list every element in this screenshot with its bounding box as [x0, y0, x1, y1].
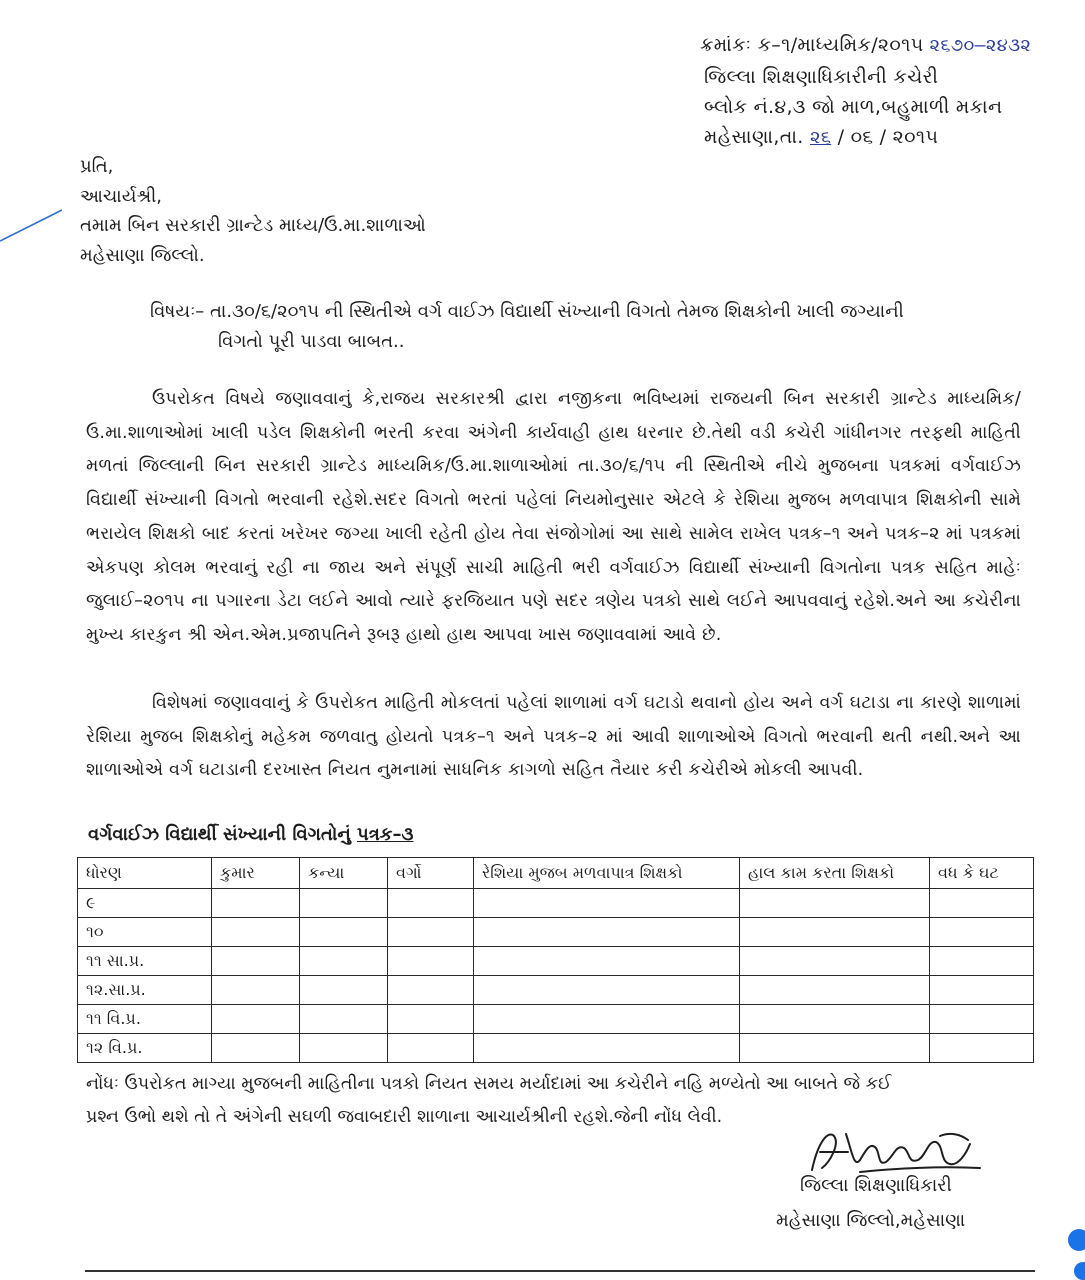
table-title — [88, 824, 413, 845]
pen-mark — [0, 205, 70, 245]
empty-cell — [388, 1005, 474, 1034]
empty-cell — [474, 976, 740, 1005]
office-address: બ્લોક નં.૪,૩ જો માળ,બહુમાળી મકાન — [704, 96, 1003, 118]
table-row — [78, 1034, 1034, 1063]
column-header-working-teachers: હાલ કામ કરતા શિક્ષકો — [740, 858, 930, 889]
date-month-year: / ૦૬ / ૨૦૧૫ — [837, 126, 939, 148]
office-name: જિલ્લા શિક્ષણાધિકારીની કચેરી — [704, 66, 939, 88]
empty-cell — [300, 918, 388, 947]
table-row — [78, 918, 1034, 947]
standard-cell: ૧૧ વિ.પ્ર. — [78, 1005, 212, 1034]
empty-cell — [388, 889, 474, 918]
empty-cell — [388, 976, 474, 1005]
empty-cell — [740, 947, 930, 976]
note-line-1: નોંધઃ ઉપરોકત માગ્યા મુજબની માહિતીના પત્રકો નિયત સમય મર્યાદામાં આ કચેરીને નહિ મળ્યેતો આ બાબતે જે કઈ — [86, 1074, 892, 1094]
subject-line-2: વિગતો પૂરી પાડવા બાબત.. — [218, 331, 405, 352]
signature-scribble — [800, 1122, 990, 1182]
addressee-to: પ્રતિ, — [80, 156, 114, 177]
column-header-classes: વર્ગો — [388, 858, 474, 889]
empty-cell — [300, 889, 388, 918]
empty-cell — [740, 889, 930, 918]
addressee-schools: તમામ બિન સરકારી ગ્રાન્ટેડ માધ્ય/ઉ.મા.શાળાઓ — [80, 215, 426, 236]
floating-action-dot[interactable] — [1068, 1229, 1085, 1251]
empty-cell — [740, 1005, 930, 1034]
empty-cell — [300, 976, 388, 1005]
empty-cell — [930, 1034, 1034, 1063]
column-header-girls: કન્યા — [300, 858, 388, 889]
empty-cell — [474, 1034, 740, 1063]
empty-cell — [474, 918, 740, 947]
table-title-main: વર્ગવાઈઝ વિદ્યાર્થી સંખ્યાની વિગતોનું — [88, 824, 358, 845]
empty-cell — [740, 976, 930, 1005]
reference-number-handwritten: ૨૬૭૦–૨૪૩૨ — [929, 35, 1032, 56]
empty-cell — [930, 918, 1034, 947]
reference-number-printed: ક્રમાંકઃ ક–૧/માધ્યમિક/૨૦૧૫ — [700, 34, 924, 56]
empty-cell — [300, 1005, 388, 1034]
standard-cell: ૧૨.સા.પ્ર. — [78, 976, 212, 1005]
column-header-eligible-teachers: રેશિયા મુજબ મળવાપાત્ર શિક્ષકો — [474, 858, 740, 889]
note-line-2: પ્રશ્ન ઉભો થશે તો તે અંગેની સઘળી જવાબદારી શાળાના આચાર્યશ્રીની રહશે.જેની નોંધ લેવી. — [86, 1107, 723, 1127]
signatory-place: મહેસાણા જિલ્લો,મહેસાણા — [776, 1210, 966, 1231]
standard-cell: ૧૨ વિ.પ્ર. — [78, 1034, 212, 1063]
column-header-standard: ધોરણ — [78, 858, 212, 889]
empty-cell — [474, 1005, 740, 1034]
table-row — [78, 889, 1034, 918]
empty-cell — [212, 889, 300, 918]
date-day-handwritten: ૨૬ — [809, 127, 832, 148]
empty-cell — [388, 918, 474, 947]
place-date — [704, 126, 938, 148]
empty-cell — [300, 947, 388, 976]
standard-cell: ૧૧ સા.પ્ર. — [78, 947, 212, 976]
empty-cell — [930, 1005, 1034, 1034]
empty-cell — [930, 976, 1034, 1005]
standard-cell: ૯ — [78, 889, 212, 918]
student-count-table — [77, 857, 1034, 1063]
page-bottom-rule — [85, 1270, 1035, 1272]
empty-cell — [388, 947, 474, 976]
body-paragraph-2: વિશેષમાં જણાવવાનું કે ઉપરોકત માહિતી મોકલતાં પહેલાં શાળામાં વર્ગ ઘટાડો થવાનો હોય અને વર્ગ ઘટાડા ના કારણે શાળામાં રેશિયા મુજબ શિક્ષકોનું મહેકમ જળવાતુ હોયતો પત્રક–૧ અને પત્રક–૨ માં આવી શાળાઓએ વિગતો ભરવાની થતી નથી.અને આ શાળાઓએ વર્ગ ઘટાડાની દરખાસ્ત નિયત નુમનામાં સાધનિક કાગળો સહિત તૈયાર કરી કચેરીએ મોકલી આપવી. — [86, 693, 1021, 781]
empty-cell — [474, 889, 740, 918]
floating-action-dot[interactable] — [1074, 1262, 1085, 1280]
standard-cell: ૧૦ — [78, 918, 212, 947]
empty-cell — [474, 947, 740, 976]
empty-cell — [740, 918, 930, 947]
table-row — [78, 947, 1034, 976]
column-header-boys: કુમાર — [212, 858, 300, 889]
addressee-principal: આચાર્યશ્રી, — [80, 186, 162, 207]
subject-line-1: વિષયઃ– તા.૩૦/૬/૨૦૧૫ ની સ્થિતીએ વર્ગ વાઈઝ વિદ્યાર્થી સંખ્યાની વિગતો તેમજ શિક્ષકોની ખાલી જગ્યાની — [150, 301, 904, 322]
empty-cell — [930, 947, 1034, 976]
column-header-surplus-deficit: વધ કે ઘટ — [930, 858, 1034, 889]
body-paragraph-1: ઉપરોકત વિષયે જણાવવાનું કે,રાજય સરકારશ્રી દ્વારા નજીકના ભવિષ્યમાં રાજયની બિન સરકારી ગ્રાન્ટેડ માધ્યમિક/ઉ.મા.શાળાઓમાં ખાલી પડેલ શિક્ષકોની ભરતી કરવા અંગેની કાર્યવાહી હાથ ધરનાર છે.તેથી વડી કચેરી ગાંધીનગર તરફથી માહિતી મળતાં જિલ્લાની બિન સરકારી ગ્રાન્ટેડ માધ્યમિક/ઉ.મા.શાળાઓમાં તા.૩૦/૬/૧૫ ની સ્થિતીએ નીચે મુજબના પત્રકમાં વર્ગવાઈઝ વિદ્યાર્થી સંખ્યાની વિગતો ભરવાની રહેશે.સદર વિગતો ભરતાં પહેલાં નિયમોનુસાર એટલે કે રેશિયા મુજબ મળવાપાત્ર શિક્ષકોની સામે ભરાયેલ શિક્ષકો બાદ કરતાં ખરેખર જગ્યા ખાલી રહેતી હોય તેવા સંજોગોમાં આ સાથે સામેલ રાખેલ પત્રક–૧ અને પત્રક–૨ માં પત્રકમાં એકપણ કોલમ ભરવાનું રહી ના જાય અને સંપૂર્ણ સાચી માહિતી ભરી વર્ગવાઈઝ વિદ્યાર્થી સંખ્યાની વિગતોના પત્રક સહિત માહેઃ જુલાઈ–૨૦૧૫ ના પગારના ડેટા લઈને આવો ત્યારે ફરજિયાત પણે સદર ત્રણેય પત્રકો સાથે લઈને આપવવાનું રહેશે.અને આ કચેરીના મુખ્ય કારકુન શ્રી એન.એમ.પ્રજાપતિને રૂબરૂ હાથો હાથ આપવા ખાસ જણાવવામાં આવે છે. — [86, 389, 1021, 645]
signatory-title: જિલ્લા શિક્ષણાધિકારી — [800, 1175, 952, 1196]
empty-cell — [300, 1034, 388, 1063]
empty-cell — [930, 889, 1034, 918]
empty-cell — [212, 976, 300, 1005]
addressee-district: મહેસાણા જિલ્લો. — [80, 245, 205, 266]
empty-cell — [212, 1005, 300, 1034]
empty-cell — [740, 1034, 930, 1063]
table-header-row — [78, 858, 1034, 889]
table-row — [78, 1005, 1034, 1034]
table-title-form-no: પત્રક–૩ — [357, 824, 414, 845]
empty-cell — [388, 1034, 474, 1063]
empty-cell — [212, 1034, 300, 1063]
reference-number — [700, 34, 1031, 56]
place-date-prefix: મહેસાણા,તા. — [704, 126, 804, 148]
empty-cell — [212, 918, 300, 947]
empty-cell — [212, 947, 300, 976]
table-row — [78, 976, 1034, 1005]
